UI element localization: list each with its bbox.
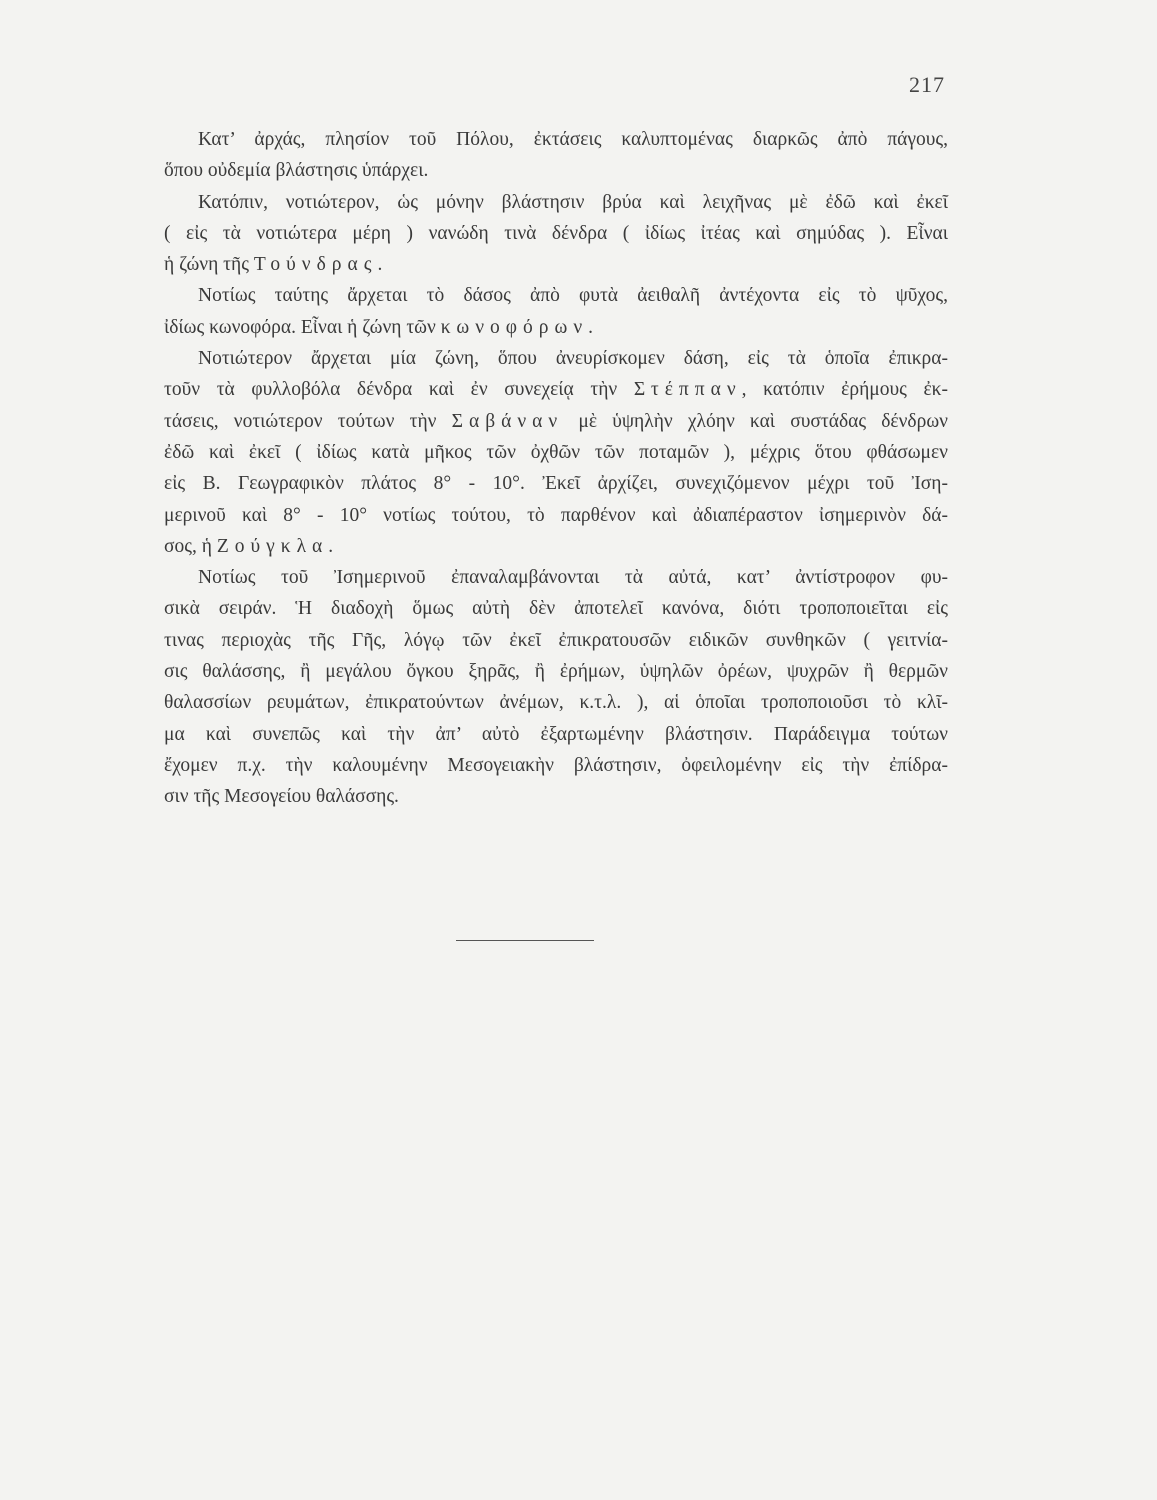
line-segment: . xyxy=(328,535,334,557)
line-segment: . xyxy=(588,316,594,338)
text-line xyxy=(164,249,948,280)
text-line: Νοτίως ταύτης ἄρχεται τὸ δάσος ἀπὸ φυτὰ ἀειθαλῆ ἀντέχοντα εἰς τὸ ψῦχος, xyxy=(198,285,948,307)
text-line: ( εἰς τὰ νοτιώτερα μέρη ) νανώδη τινὰ δένδρα ( ἰδίως ἰτέας καὶ σημύδας ). Εἶναι xyxy=(164,222,948,244)
body-text xyxy=(164,124,948,813)
line-segment: μὲ ὑψηλὴν χλόην καὶ συστάδας δένδρων xyxy=(563,410,948,432)
text-line: ἐδῶ καὶ ἐκεῖ ( ἰδίως κατὰ μῆκος τῶν ὀχθῶν τῶν ποταμῶν ), μέχρις ὅτου φθάσωμεν xyxy=(164,441,948,463)
line-segment: ἡ ζώνη τῆς xyxy=(164,254,254,276)
text-line xyxy=(164,312,948,343)
text-line: σιν τῆς Μεσογείου θαλάσσης. xyxy=(164,786,399,808)
text-line xyxy=(164,406,948,437)
emphasized-term-savanna: Σαβάναν xyxy=(451,410,564,432)
text-line: ὅπου οὐδεμία βλάστησις ὑπάρχει. xyxy=(164,160,429,182)
emphasized-term-conifers: κωνοφόρων xyxy=(440,316,589,338)
text-line: θαλασσίων ρευμάτων, ἐπικρατούντων ἀνέμων, κ.τ.λ. ), αἱ ὁποῖαι τροποποιοῦσι τὸ κλῖ- xyxy=(164,692,948,714)
line-segment: τοῦν τὰ φυλλοβόλα δένδρα καὶ ἐν συνεχείᾳ τὴν xyxy=(164,379,634,401)
emphasized-term-jungle: Ζούγκλα xyxy=(216,535,329,557)
text-line: ἔχομεν π.χ. τὴν καλουμένην Μεσογειακὴν βλάστησιν, ὀφειλομένην εἰς τὴν ἐπίδρα- xyxy=(164,754,948,776)
text-line: Νοτίως τοῦ Ἰσημερινοῦ ἐπαναλαμβάνονται τὰ αὐτά, κατ’ ἀντίστροφον φυ- xyxy=(198,567,948,589)
line-segment: τάσεις, νοτιώτερον τούτων τὴν xyxy=(164,410,452,432)
section-end-rule xyxy=(456,940,594,941)
line-segment: σος, ἡ xyxy=(164,535,217,557)
text-line: Κατ’ ἀρχάς, πλησίον τοῦ Πόλου, ἐκτάσεις καλυπτομένας διαρκῶς ἀπὸ πάγους, xyxy=(198,129,948,150)
line-segment: ἰδίως κωνοφόρα. Εἶναι ἡ ζώνη τῶν xyxy=(164,316,441,338)
line-segment: . xyxy=(377,254,383,276)
text-line: σικὰ σειράν. Ἡ διαδοχὴ ὅμως αὐτὴ δὲν ἀποτελεῖ κανόνα, διότι τροποποιεῖται εἰς xyxy=(164,598,948,620)
text-line: τινας περιοχὰς τῆς Γῆς, λόγῳ τῶν ἐκεῖ ἐπικρατουσῶν ειδικῶν συνθηκῶν ( γειτνία- xyxy=(164,629,948,651)
text-line: σις θαλάσσης, ἢ μεγάλου ὄγκου ξηρᾶς, ἢ ἐρήμων, ὑψηλῶν ὀρέων, ψυχρῶν ἢ θερμῶν xyxy=(164,661,948,683)
emphasized-term-steppe: Στέππαν xyxy=(633,379,742,401)
text-line: μερινοῦ καὶ 8° - 10° νοτίως τούτου, τὸ παρθένον καὶ ἀδιαπέραστον ἰσημερινὸν δά- xyxy=(164,504,948,526)
line-segment: , κατόπιν ἐρήμους ἐκ- xyxy=(741,379,948,401)
text-line: εἰς Β. Γεωγραφικὸν πλάτος 8° - 10°. Ἐκεῖ ἀρχίζει, συνεχιζόμενον μέχρι τοῦ Ἰση- xyxy=(164,473,948,495)
text-line: Νοτιώτερον ἄρχεται μία ζώνη, ὅπου ἀνευρίσκομεν δάση, εἰς τὰ ὁποῖα ἐπικρα- xyxy=(198,348,948,370)
text-line xyxy=(164,531,948,562)
emphasized-term-tundra: Τούνδρας xyxy=(253,254,378,276)
page-number: 217 xyxy=(909,72,945,97)
text-line: Κατόπιν, νοτιώτερον, ὡς μόνην βλάστησιν βρύα καὶ λειχῆνας μὲ ἐδῶ καὶ ἐκεῖ xyxy=(198,191,948,213)
text-line xyxy=(164,374,948,405)
text-line: μα καὶ συνεπῶς καὶ τὴν ἀπ’ αὐτὸ ἐξαρτωμένην βλάστησιν. Παράδειγμα τούτων xyxy=(164,723,948,745)
